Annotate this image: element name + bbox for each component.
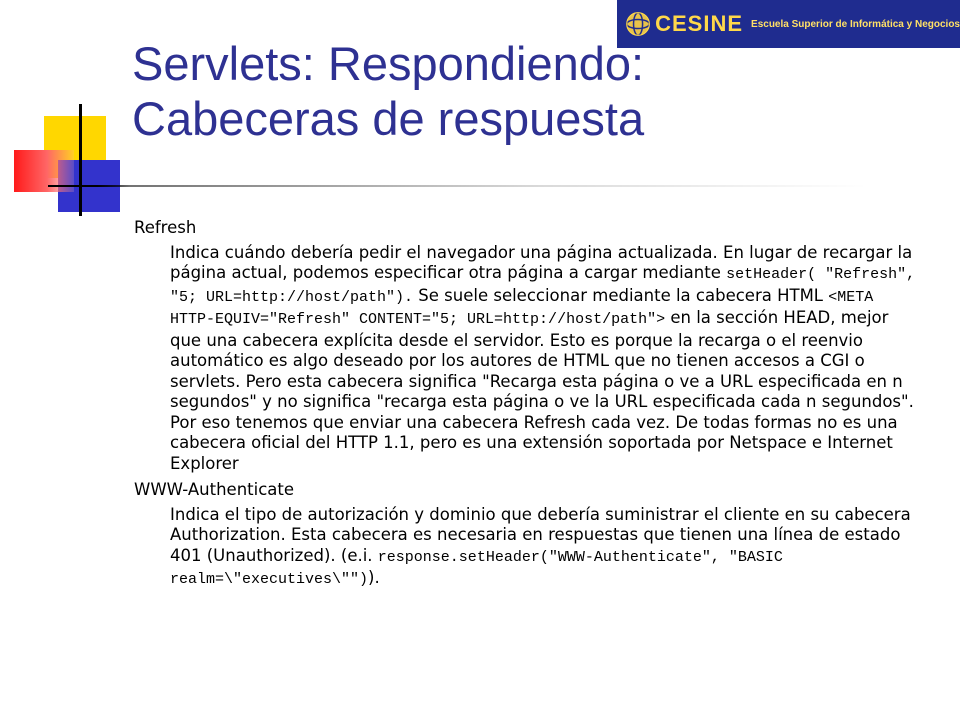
www-authenticate-heading: WWW-Authenticate [134,480,295,499]
slide-content [134,218,924,597]
title-underline [48,185,868,187]
refresh-code-setheader: setHeader( "Refresh", "5; URL=http://host/path"). [170,266,916,306]
refresh-heading: Refresh [134,218,197,237]
refresh-text-3: en la sección HEAD, mejor que una cabecera explícita desde el servidor. Esto es porque la recarga o el reenvio automático es algo deseado por los autores de HTML que no tienen accesos a CGI o servlets. Pero esta cabecera significa "Recarga esta página o ve a URL especificada en n segundos" y no significa "recarga esta página o ve la URL especificada cada n segundos". Por eso tenemos que enviar una cabecera Refresh cada vez. De todas formas no es una cabecera oficial del HTTP 1.1, pero es una extensión soportada por Netspace e Internet Explorer [170,308,914,473]
slide-title-line-1: Servlets: Respondiendo: [132,37,645,90]
www-auth-code: response.setHeader("WWW-Authenticate", "BASIC realm=\"executives\"") [170,548,783,588]
slide-title-line-2: Cabeceras de respuesta [132,92,645,145]
decorative-vertical-line [79,104,82,216]
www-auth-text-1: Indica el tipo de autorización y dominio que debería suministrar el cliente en su cabecera Authorization. Esta cabecera es necesaria en respuestas que tienen una línea de estado 401 (Unauthorized). (e.i. [170,504,911,565]
logo-subtitle: Escuela Superior de Informática y Negocios [751,18,960,30]
www-authenticate-description [170,505,924,591]
refresh-text-2: Se suele seleccionar mediante la cabecera HTML [413,285,829,305]
refresh-code-meta: <META HTTP-EQUIV="Refresh" CONTENT="5; URL=http://host/path"> [170,288,874,328]
www-auth-text-2: ). [368,568,380,587]
logo-brand-name: CESINE [655,11,744,36]
slide-title [132,36,892,146]
refresh-description [170,243,924,475]
refresh-text-1: Indica cuándo debería pedir el navegador una página actualizada. En lugar de recargar la página actual, podemos especificar otra página a cargar mediante [170,242,913,282]
